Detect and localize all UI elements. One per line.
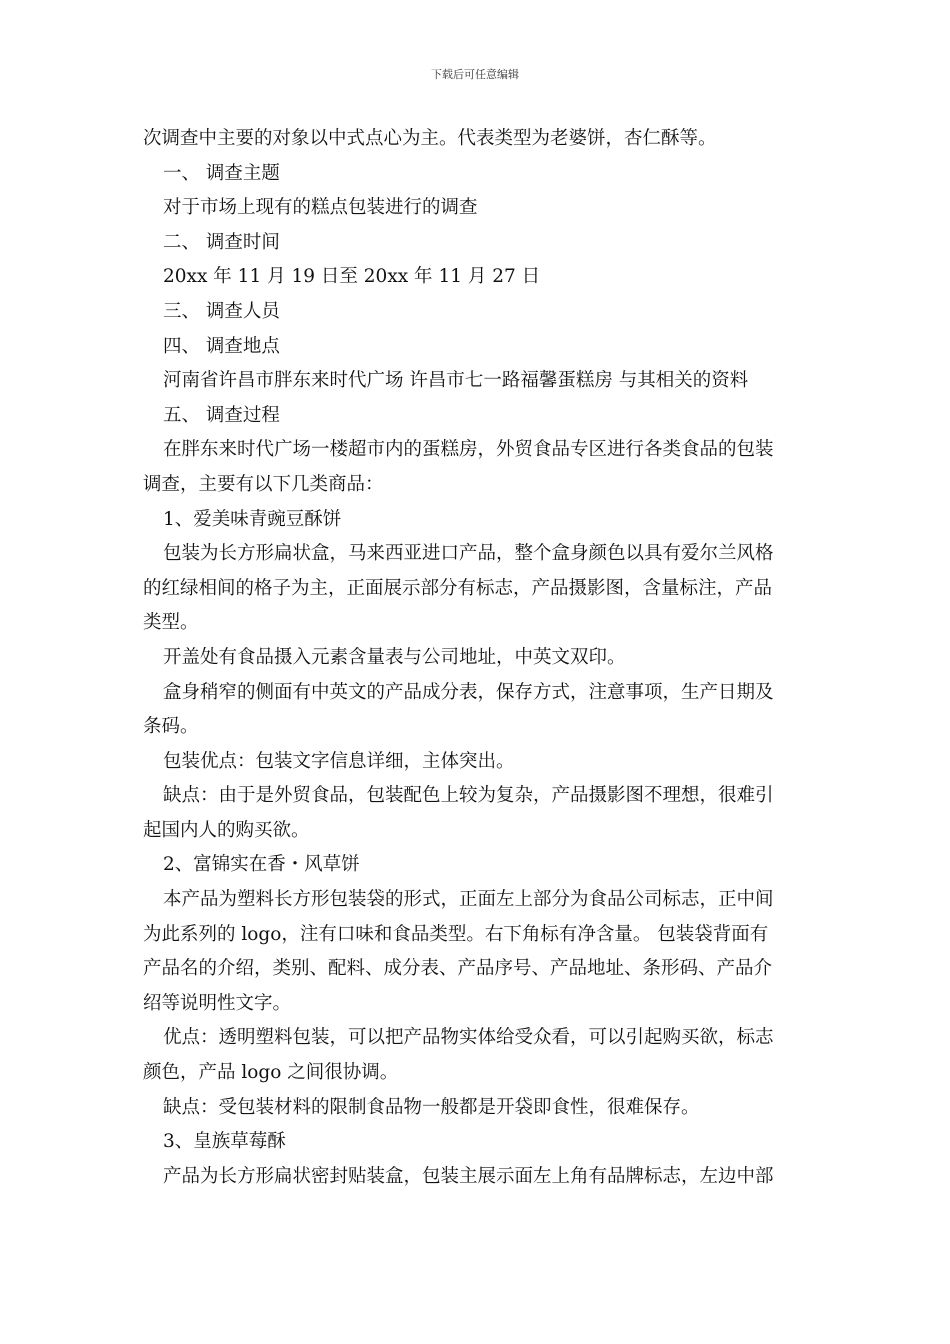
text-line: 对于市场上现有的糕点包装进行的调查	[163, 197, 478, 219]
text-line: 产品名的介绍，类别、配料、成分表、产品序号、产品地址、条形码、产品介	[143, 958, 773, 980]
text-line: 绍等说明性文字。	[143, 992, 292, 1014]
text-line: 优点：透明塑料包装，可以把产品物实体给受众看，可以引起购买欲，标志	[163, 1027, 774, 1049]
text-line: 在胖东来时代广场一楼超市内的蛋糕房，外贸食品专区进行各类食品的包装	[163, 439, 774, 461]
text-line: 20xx 年 11 月 19 日至 20xx 年 11 月 27 日	[163, 266, 541, 288]
document-body	[143, 122, 813, 1194]
text-line: 包装优点：包装文字信息详细，主体突出。	[163, 750, 515, 772]
section-heading: 一、 调查主题	[163, 162, 280, 184]
section-heading: 五、 调查过程	[163, 404, 280, 426]
text-line: 的红绿相间的格子为主，正面展示部分有标志，产品摄影图，含量标注，产品	[143, 577, 773, 599]
text-line: 条码。	[143, 716, 199, 738]
text-line: 本产品为塑料长方形包装袋的形式，正面左上部分为食品公司标志，正中间	[163, 889, 774, 911]
product-heading: 1、爱美味青豌豆酥饼	[163, 508, 342, 530]
text-line: 类型。	[143, 612, 199, 634]
section-heading: 四、 调查地点	[163, 335, 280, 357]
text-line: 次调查中主要的对象以中式点心为主。代表类型为老婆饼，杏仁酥等。	[143, 128, 717, 149]
text-line: 为此系列的 logo，注有口味和食品类型。右下角标有净含量。 包装袋背面有	[143, 923, 769, 945]
text-line: 缺点：由于是外贸食品，包装配色上较为复杂，产品摄影图不理想，很难引	[163, 785, 774, 807]
text-line: 盒身稍窄的侧面有中英文的产品成分表，保存方式，注意事项，生产日期及	[163, 681, 774, 703]
text-line: 缺点：受包装材料的限制食品物一般都是开袋即食性，很难保存。	[163, 1096, 700, 1118]
text-line: 产品为长方形扁状密封贴装盒，包装主展示面左上角有品牌标志，左边中部	[163, 1165, 774, 1187]
page-header-note: 下载后可任意编辑	[431, 68, 519, 81]
text-line: 包装为长方形扁状盒，马来西亚进口产品，整个盒身颜色以具有爱尔兰风格	[163, 543, 774, 565]
text-line: 调查，主要有以下几类商品：	[143, 473, 384, 495]
product-heading: 3、皇族草莓酥	[163, 1131, 286, 1153]
text-line: 河南省许昌市胖东来时代广场 许昌市七一路福馨蛋糕房 与其相关的资料	[163, 370, 749, 392]
section-heading: 三、 调查人员	[163, 300, 280, 322]
section-heading: 二、 调查时间	[163, 231, 280, 253]
text-line: 颜色，产品 logo 之间很协调。	[143, 1062, 399, 1084]
text-line: 开盖处有食品摄入元素含量表与公司地址，中英文双印。	[163, 646, 626, 668]
product-heading: 2、富锦实在香・风草饼	[163, 854, 360, 876]
text-line: 起国内人的购买欲。	[143, 819, 310, 841]
